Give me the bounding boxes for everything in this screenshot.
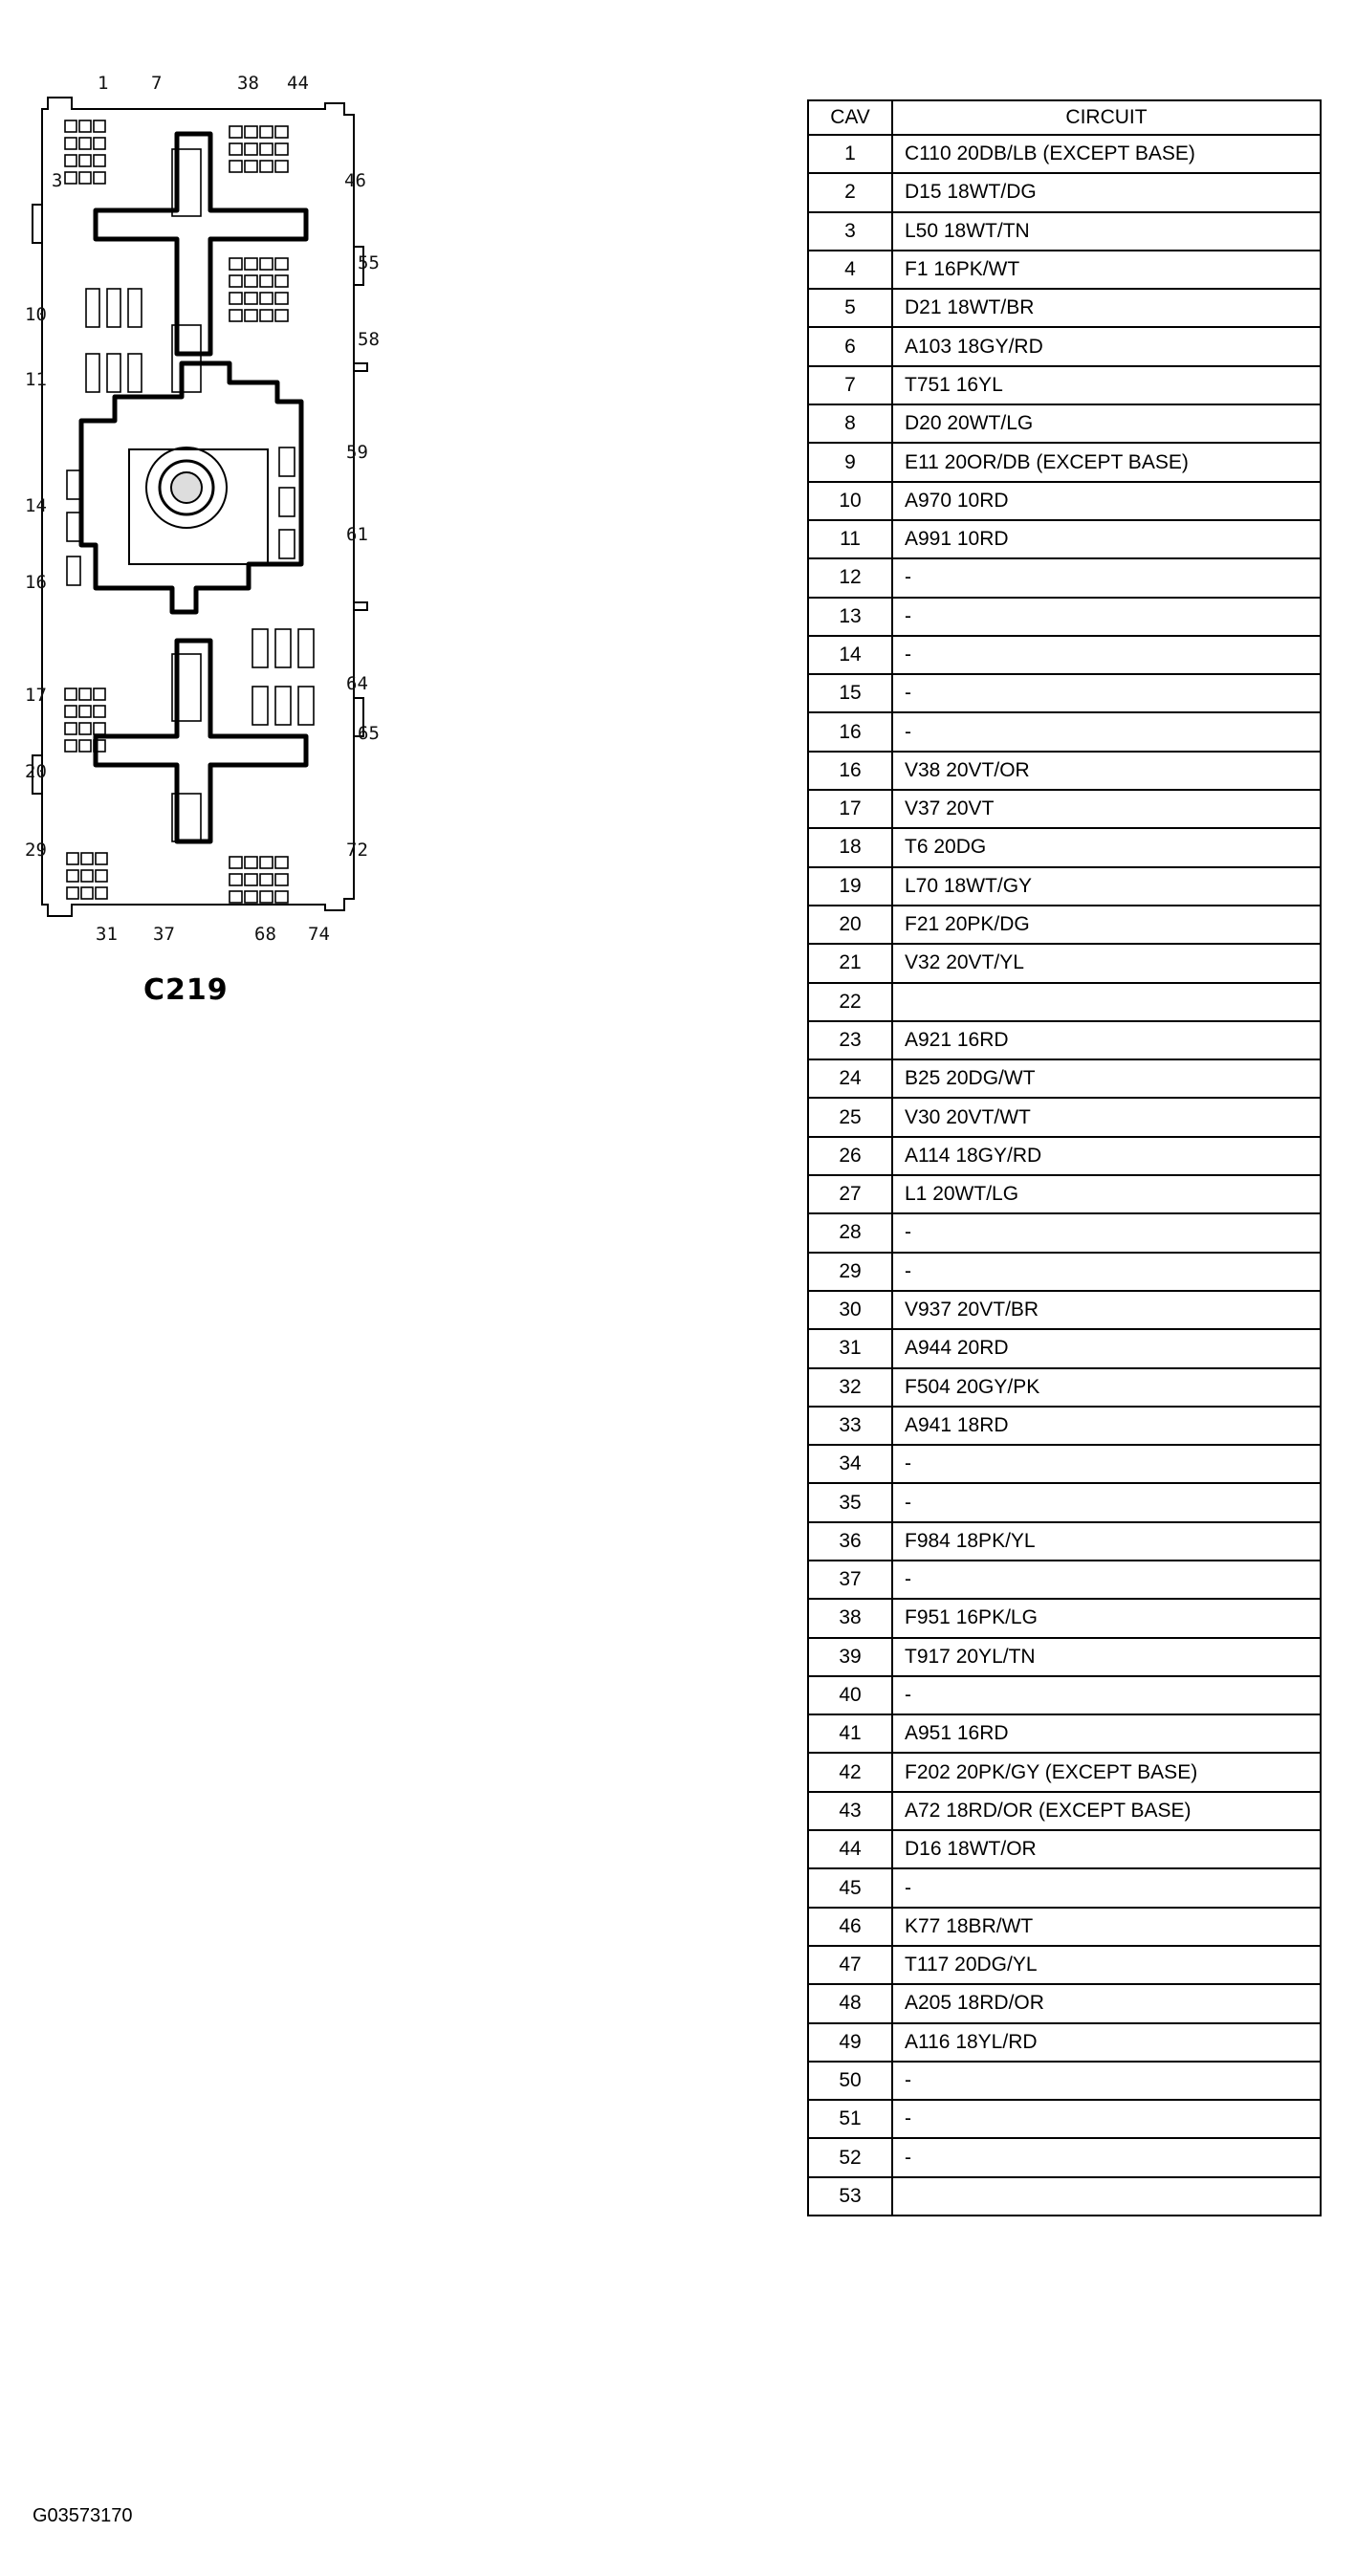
connector-diagram	[25, 67, 380, 945]
cav-cell: 33	[808, 1407, 892, 1445]
cav-cell: 9	[808, 443, 892, 481]
cav-cell: 22	[808, 983, 892, 1021]
pin-number-label: 65	[358, 723, 380, 744]
circuit-cell: T917 20YL/TN	[892, 1638, 1321, 1676]
cav-cell: 28	[808, 1213, 892, 1252]
table-row	[808, 867, 1321, 906]
pin-number-label: 64	[346, 673, 368, 694]
cav-cell: 21	[808, 944, 892, 982]
pin-number-label: 11	[25, 369, 47, 390]
table-row	[808, 674, 1321, 712]
circuit-cell: D20 20WT/LG	[892, 404, 1321, 443]
circuit-cell: V37 20VT	[892, 790, 1321, 828]
terminal-cavity	[94, 155, 105, 166]
circuit-cell: A991 10RD	[892, 520, 1321, 558]
cav-cell: 27	[808, 1175, 892, 1213]
circuit-cell: V937 20VT/BR	[892, 1291, 1321, 1329]
side-tab	[354, 363, 367, 371]
table-row	[808, 558, 1321, 597]
terminal-cavity	[275, 275, 288, 287]
circuit-cell: D15 18WT/DG	[892, 173, 1321, 211]
power-terminal	[252, 629, 268, 667]
cav-cell: 53	[808, 2177, 892, 2216]
terminal-cavity	[275, 258, 288, 270]
circuit-cell: L1 20WT/LG	[892, 1175, 1321, 1213]
cav-cell: 38	[808, 1599, 892, 1637]
table-row	[808, 983, 1321, 1021]
cav-cell: 25	[808, 1098, 892, 1136]
terminal-cavity	[79, 120, 91, 132]
circuit-cell: T751 16YL	[892, 366, 1321, 404]
circuit-cell: -	[892, 2100, 1321, 2138]
table-row	[808, 1868, 1321, 1907]
terminal-cavity	[67, 853, 78, 864]
table-row	[808, 1714, 1321, 1753]
terminal-cavity	[79, 138, 91, 149]
circuit-cell: T6 20DG	[892, 828, 1321, 866]
terminal-cavity	[65, 688, 77, 700]
terminal-cavity	[96, 853, 107, 864]
pin-number-label: 44	[287, 73, 309, 94]
power-terminal	[252, 687, 268, 725]
table-row	[808, 2023, 1321, 2062]
cav-cell: 4	[808, 251, 892, 289]
circuit-cell	[892, 983, 1321, 1021]
circuit-cell: L70 18WT/GY	[892, 867, 1321, 906]
terminal-cavity	[65, 120, 77, 132]
terminal-cavity	[260, 293, 273, 304]
terminal-cavity	[245, 874, 257, 885]
circuit-cell: -	[892, 1561, 1321, 1599]
terminal-cavity	[65, 138, 77, 149]
circuit-cell: F21 20PK/DG	[892, 906, 1321, 944]
cav-cell: 36	[808, 1522, 892, 1561]
power-terminal	[67, 557, 80, 585]
terminal-cavity	[260, 874, 273, 885]
cav-cell: 2	[808, 173, 892, 211]
terminal-cavity	[260, 891, 273, 903]
cav-cell: 19	[808, 867, 892, 906]
terminal-cavity	[230, 891, 242, 903]
terminal-cavity	[230, 126, 242, 138]
table-row	[808, 1984, 1321, 2022]
table-row	[808, 327, 1321, 365]
pin-number-label: 29	[25, 840, 47, 861]
circuit-cell: F504 20GY/PK	[892, 1368, 1321, 1407]
power-terminal	[279, 448, 295, 476]
table-row	[808, 1483, 1321, 1521]
cav-cell: 3	[808, 212, 892, 251]
terminal-cavity	[94, 723, 105, 734]
circuit-cell: -	[892, 674, 1321, 712]
cav-cell: 30	[808, 1291, 892, 1329]
terminal-cavity	[94, 688, 105, 700]
cav-cell: 5	[808, 289, 892, 327]
pin-number-label: 59	[346, 442, 368, 463]
pin-number-label: 61	[346, 524, 368, 545]
power-terminal	[298, 687, 314, 725]
table-row	[808, 2138, 1321, 2176]
cav-cell: 7	[808, 366, 892, 404]
terminal-cavity	[94, 706, 105, 717]
circuit-cell: V38 20VT/OR	[892, 752, 1321, 790]
cav-cell: 24	[808, 1059, 892, 1098]
terminal-cavity	[275, 161, 288, 172]
terminal-cavity	[94, 138, 105, 149]
table-row	[808, 520, 1321, 558]
terminal-cavity	[65, 740, 77, 752]
cav-cell: 18	[808, 828, 892, 866]
circuit-cell: F202 20PK/GY (EXCEPT BASE)	[892, 1753, 1321, 1791]
cav-cell: 16	[808, 752, 892, 790]
table-row	[808, 1291, 1321, 1329]
cav-cell: 16	[808, 712, 892, 751]
circuit-cell: -	[892, 1868, 1321, 1907]
terminal-cavity	[230, 143, 242, 155]
table-row	[808, 636, 1321, 674]
terminal-cavity	[81, 853, 93, 864]
terminal-cavity	[67, 887, 78, 899]
table-row	[808, 906, 1321, 944]
table-row	[808, 944, 1321, 982]
circuit-cell: V32 20VT/YL	[892, 944, 1321, 982]
terminal-cavity	[260, 275, 273, 287]
circuit-cell: A72 18RD/OR (EXCEPT BASE)	[892, 1792, 1321, 1830]
table-row	[808, 1368, 1321, 1407]
table-row	[808, 1021, 1321, 1059]
circuit-cell: -	[892, 1445, 1321, 1483]
table-row	[808, 1753, 1321, 1791]
power-terminal	[279, 488, 295, 516]
circuit-cell: -	[892, 2138, 1321, 2176]
circuit-cell: -	[892, 1253, 1321, 1291]
terminal-cavity	[275, 143, 288, 155]
cav-cell: 1	[808, 135, 892, 173]
terminal-cavity	[230, 275, 242, 287]
cav-cell: 47	[808, 1946, 892, 1984]
circuit-cell: -	[892, 598, 1321, 636]
terminal-cavity	[260, 310, 273, 321]
circuit-cell: K77 18BR/WT	[892, 1908, 1321, 1946]
terminal-cavity	[79, 723, 91, 734]
cav-cell: 15	[808, 674, 892, 712]
cav-cell: 11	[808, 520, 892, 558]
cav-column-header: CAV	[808, 100, 892, 135]
table-row	[808, 752, 1321, 790]
cav-cell: 43	[808, 1792, 892, 1830]
circuit-cell: T117 20DG/YL	[892, 1946, 1321, 1984]
pin-number-label: 74	[308, 924, 330, 945]
pinout-table	[807, 99, 1322, 2216]
table-row	[808, 1253, 1321, 1291]
cav-cell: 34	[808, 1445, 892, 1483]
terminal-cavity	[65, 706, 77, 717]
table-row	[808, 1638, 1321, 1676]
pin-number-label: 46	[344, 170, 366, 191]
terminal-cavity	[245, 258, 257, 270]
terminal-cavity	[230, 874, 242, 885]
cav-cell: 51	[808, 2100, 892, 2138]
terminal-cavity	[275, 310, 288, 321]
cav-cell: 40	[808, 1676, 892, 1714]
table-row	[808, 212, 1321, 251]
circuit-cell: A944 20RD	[892, 1329, 1321, 1367]
power-terminal	[86, 354, 99, 392]
table-row	[808, 1522, 1321, 1561]
connector-face-drawing	[29, 67, 373, 928]
cav-cell: 48	[808, 1984, 892, 2022]
terminal-cavity	[275, 891, 288, 903]
side-tab	[33, 205, 42, 243]
table-row	[808, 1407, 1321, 1445]
terminal-cavity	[230, 258, 242, 270]
table-row	[808, 1137, 1321, 1175]
pin-number-label: 31	[96, 924, 118, 945]
circuit-cell: -	[892, 1676, 1321, 1714]
power-terminal	[107, 354, 120, 392]
table-row	[808, 1946, 1321, 1984]
terminal-cavity	[260, 857, 273, 868]
pin-number-label: 72	[346, 840, 368, 861]
circuit-cell: A951 16RD	[892, 1714, 1321, 1753]
circuit-cell: F984 18PK/YL	[892, 1522, 1321, 1561]
circuit-cell: A970 10RD	[892, 482, 1321, 520]
table-row	[808, 1098, 1321, 1136]
table-row	[808, 1059, 1321, 1098]
power-terminal	[275, 629, 291, 667]
terminal-cavity	[230, 161, 242, 172]
power-terminal	[107, 289, 120, 327]
cav-cell: 13	[808, 598, 892, 636]
connector-name: C219	[143, 973, 229, 1007]
terminal-cavity	[94, 120, 105, 132]
cav-cell: 39	[808, 1638, 892, 1676]
cav-cell: 49	[808, 2023, 892, 2062]
pin-number-label: 3	[52, 170, 63, 191]
table-row	[808, 1908, 1321, 1946]
side-tab	[354, 602, 367, 610]
circuit-cell: L50 18WT/TN	[892, 212, 1321, 251]
table-row	[808, 1599, 1321, 1637]
power-terminal	[275, 687, 291, 725]
pin-number-label: 37	[153, 924, 175, 945]
terminal-cavity	[79, 172, 91, 184]
table-header-row	[808, 100, 1321, 135]
circuit-cell: -	[892, 1483, 1321, 1521]
pin-number-label: 16	[25, 572, 47, 593]
power-terminal	[128, 289, 142, 327]
table-row	[808, 251, 1321, 289]
power-terminal	[279, 530, 295, 558]
terminal-cavity	[260, 143, 273, 155]
circuit-cell: A205 18RD/OR	[892, 1984, 1321, 2022]
circuit-cell: C110 20DB/LB (EXCEPT BASE)	[892, 135, 1321, 173]
circuit-cell: A941 18RD	[892, 1407, 1321, 1445]
cav-cell: 44	[808, 1830, 892, 1868]
cav-cell: 29	[808, 1253, 892, 1291]
terminal-cavity	[67, 870, 78, 882]
table-row	[808, 366, 1321, 404]
pin-number-label: 20	[25, 761, 47, 782]
table-row	[808, 1329, 1321, 1367]
circuit-cell: A103 18GY/RD	[892, 327, 1321, 365]
terminal-cavity	[275, 126, 288, 138]
table-row	[808, 482, 1321, 520]
circuit-cell: D21 18WT/BR	[892, 289, 1321, 327]
circuit-cell: B25 20DG/WT	[892, 1059, 1321, 1098]
pin-number-label: 17	[25, 685, 47, 706]
power-terminal	[67, 470, 80, 499]
circuit-cell: V30 20VT/WT	[892, 1098, 1321, 1136]
terminal-cavity	[275, 874, 288, 885]
power-terminal	[67, 513, 80, 541]
terminal-cavity	[245, 293, 257, 304]
cav-cell: 14	[808, 636, 892, 674]
circuit-cell: F1 16PK/WT	[892, 251, 1321, 289]
terminal-cavity	[94, 172, 105, 184]
terminal-cavity	[260, 126, 273, 138]
power-terminal	[86, 289, 99, 327]
pin-number-label: 7	[151, 73, 163, 94]
table-row	[808, 2062, 1321, 2100]
terminal-cavity	[245, 126, 257, 138]
table-row	[808, 1175, 1321, 1213]
terminal-cavity	[230, 293, 242, 304]
circuit-column-header: CIRCUIT	[892, 100, 1321, 135]
cav-cell: 52	[808, 2138, 892, 2176]
table-row	[808, 712, 1321, 751]
cav-cell: 31	[808, 1329, 892, 1367]
pinout-table-body	[808, 135, 1321, 2216]
cav-cell: 17	[808, 790, 892, 828]
table-row	[808, 1561, 1321, 1599]
terminal-cavity	[245, 161, 257, 172]
terminal-cavity	[81, 870, 93, 882]
terminal-cavity	[79, 155, 91, 166]
table-row	[808, 1213, 1321, 1252]
terminal-cavity	[79, 688, 91, 700]
terminal-cavity	[245, 857, 257, 868]
circuit-cell: E11 20OR/DB (EXCEPT BASE)	[892, 443, 1321, 481]
circuit-cell: -	[892, 558, 1321, 597]
table-row	[808, 289, 1321, 327]
center-boss	[129, 448, 268, 564]
pin-number-label: 38	[237, 73, 259, 94]
terminal-cavity	[245, 143, 257, 155]
terminal-cavity	[230, 857, 242, 868]
table-row	[808, 1445, 1321, 1483]
terminal-cavity	[96, 887, 107, 899]
table-row	[808, 173, 1321, 211]
cav-cell: 46	[808, 1908, 892, 1946]
terminal-cavity	[275, 857, 288, 868]
pin-number-label: 58	[358, 329, 380, 350]
circuit-cell: -	[892, 712, 1321, 751]
terminal-cavity	[65, 723, 77, 734]
circuit-cell: D16 18WT/OR	[892, 1830, 1321, 1868]
cav-cell: 32	[808, 1368, 892, 1407]
circuit-cell: A114 18GY/RD	[892, 1137, 1321, 1175]
cav-cell: 37	[808, 1561, 892, 1599]
cav-cell: 23	[808, 1021, 892, 1059]
table-row	[808, 2177, 1321, 2216]
table-row	[808, 598, 1321, 636]
cav-cell: 45	[808, 1868, 892, 1907]
cav-cell: 6	[808, 327, 892, 365]
cav-cell: 41	[808, 1714, 892, 1753]
terminal-cavity	[96, 870, 107, 882]
circuit-cell: F951 16PK/LG	[892, 1599, 1321, 1637]
cav-cell: 8	[808, 404, 892, 443]
pin-number-label: 55	[358, 252, 380, 273]
terminal-cavity	[245, 891, 257, 903]
figure-id: G03573170	[33, 2505, 133, 2526]
cav-cell: 35	[808, 1483, 892, 1521]
terminal-cavity	[79, 706, 91, 717]
table-row	[808, 404, 1321, 443]
terminal-cavity	[65, 172, 77, 184]
pin-number-label: 68	[254, 924, 276, 945]
circuit-cell: -	[892, 1213, 1321, 1252]
circuit-cell: A921 16RD	[892, 1021, 1321, 1059]
table-row	[808, 1830, 1321, 1868]
power-terminal	[298, 629, 314, 667]
pin-number-label: 1	[98, 73, 109, 94]
terminal-cavity	[245, 310, 257, 321]
circuit-cell	[892, 2177, 1321, 2216]
terminal-cavity	[245, 275, 257, 287]
table-row	[808, 2100, 1321, 2138]
terminal-cavity	[260, 258, 273, 270]
terminal-cavity	[275, 293, 288, 304]
cav-cell: 12	[808, 558, 892, 597]
pin-number-label: 10	[25, 304, 47, 325]
circuit-cell: A116 18YL/RD	[892, 2023, 1321, 2062]
terminal-cavity	[81, 887, 93, 899]
circuit-cell: -	[892, 2062, 1321, 2100]
terminal-cavity	[230, 310, 242, 321]
cav-cell: 10	[808, 482, 892, 520]
table-row	[808, 443, 1321, 481]
table-row	[808, 828, 1321, 866]
terminal-cavity	[79, 740, 91, 752]
table-row	[808, 1676, 1321, 1714]
table-row	[808, 790, 1321, 828]
cav-cell: 42	[808, 1753, 892, 1791]
terminal-cavity	[65, 155, 77, 166]
cav-cell: 20	[808, 906, 892, 944]
cav-cell: 50	[808, 2062, 892, 2100]
circuit-cell: -	[892, 636, 1321, 674]
pin-number-label: 14	[25, 495, 47, 516]
table-row	[808, 1792, 1321, 1830]
terminal-cavity	[260, 161, 273, 172]
cav-cell: 26	[808, 1137, 892, 1175]
table-row	[808, 135, 1321, 173]
power-terminal	[128, 354, 142, 392]
